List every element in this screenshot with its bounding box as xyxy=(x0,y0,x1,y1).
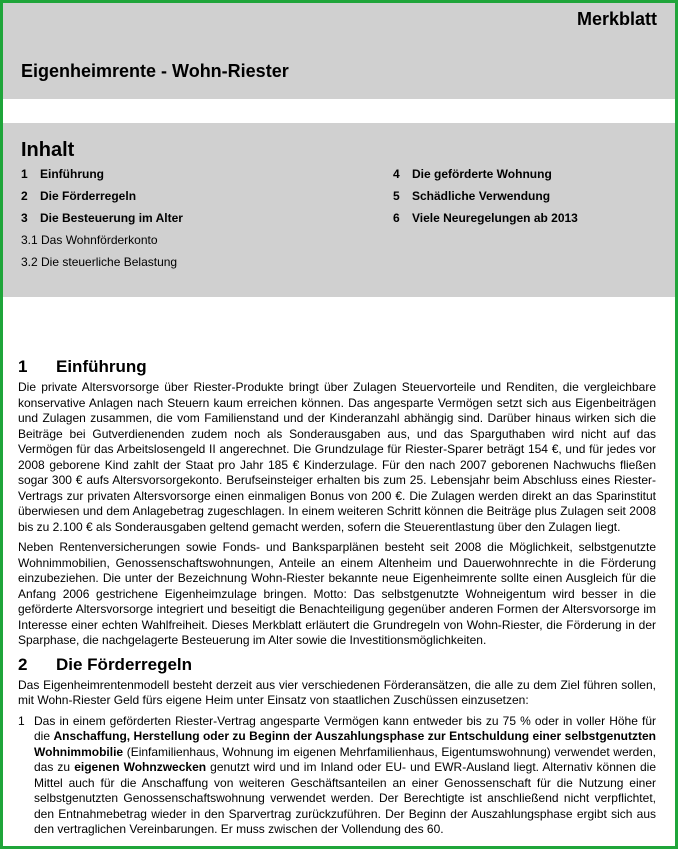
toc-label: Die geförderte Wohnung xyxy=(412,167,552,181)
list-text: genutzt wird und im Inland oder EU- und EWR-Ausland liegt. Alternativ können die Mittel auch für die Anschaffung von weiteren Geschäftsanteilen an einer Genossenschaft für die Nutzung einer selbstgenutzten Genossenschaftswohnung verwendet werden. Der Berechtigte ist anschließend nicht verpflichtet, den Entnahmebetrag wieder in den Sparvertrag zurückzuführen. Der Beginn der Auszahlungsphase ergibt sich aus den vertraglichen Vereinbarungen. Er muss zwischen der Vollendung des 60. xyxy=(34,760,656,836)
section-title: Die Förderregeln xyxy=(56,654,193,674)
section-heading-foerderregeln xyxy=(18,654,656,676)
document-type-label: Merkblatt xyxy=(576,9,657,29)
header-band xyxy=(3,3,675,99)
toc-band xyxy=(3,123,675,297)
list-text-bold: eigenen Wohnzwecken xyxy=(74,760,207,774)
toc-number: 5 xyxy=(393,189,400,203)
paragraph: Die private Altersvorsorge über Riester-Produkte bringt über Zulagen Steuervorteile und Renditen, die vergleichbare konservative Anlagen nach Steuern kaum erreichen können. Das angesparte Vermögen setzt sich aus Eigenbeiträgen und Zulagen zusammen, die vom Familienstand und der Kinderanzahl abhängig sind. Darüber hinaus wirken sich die Beiträge bei Gutverdienenden zudem noch als Sonderausgaben aus, und das Sparguthaben wird nicht auf das Vermögen für das Arbeitslosengeld II angerechnet. Die Grundzulage für Riester-Sparer beträgt 154 €, und für jedes vor 2008 geborene Kind zahlt der Staat pro Jahr 185 € Kinderzulage. Für den nach 2007 geborenen Nachwuchs fließen sogar 300 € aufs Altersvorsorgekonto. Berufseinsteiger erhalten bis zum 25. Lebensjahr beim Abschluss eines Riester-Vertrags zur privaten Altersvorsorge einen einmaligen Bonus von 200 €. Die Zulagen werden direkt an das Sparinstitut überwiesen und dem Anlagebetrag zugeschlagen. In einem weiteren Schritt können die Beiträge plus Zulagen seit 2008 bis zu 2.100 € als Sonderausgaben geltend gemacht werden, sofern die Steuerentlastung über den Zulagen liegt. xyxy=(18,380,656,534)
document-body xyxy=(18,356,656,838)
toc-link-gefoerderte-wohnung[interactable] xyxy=(393,167,552,181)
toc-label: Schädliche Verwendung xyxy=(412,189,551,203)
toc-label: Die Besteuerung im Alter xyxy=(40,211,183,225)
toc-heading: Inhalt xyxy=(21,139,75,161)
toc-link-wohnfoerderkonto[interactable]: 3.1 Das Wohnförderkonto xyxy=(21,233,158,247)
toc-number: 4 xyxy=(393,167,400,181)
list-item xyxy=(18,714,656,838)
section-title: Einführung xyxy=(56,357,147,376)
toc-number: 1 xyxy=(21,167,28,181)
document-title: Eigenheimrente - Wohn-Riester xyxy=(21,61,289,81)
toc-link-besteuerung[interactable] xyxy=(21,211,183,225)
list-text-bold: Anschaffung, Herstellung oder zu Beginn der Auszahlungsphase zur Entschuldung einer selbstgenutzten Wohnimmobilie xyxy=(34,729,656,759)
paragraph: Neben Rentenversicherungen sowie Fonds- und Banksparplänen besteht seit 2008 die Möglichkeit, selbstgenutzte Wohnimmobilien, Genossenschaftswohnungen, Anteile an einem Altenheim und Dauerwohnrechte in die Förderung einzubeziehen. Die unter der Bezeichnung Wohn-Riester bekannte neue Eigenheimrente sollte einen Ausgleich für die Anfang 2006 gestrichene Eigenheimzulage bringen. Motto: Das selbstgenutzte Wohneigentum wird besser in die geförderte Altersvorsorge integriert und beseitigt die Benachteiligung gegenüber anderen Formen der Altersvorsorge im Interesse einer echten Wahlfreiheit. Dieses Merkblatt erläutert die Grundregeln von Wohn-Riester, die Förderung in der Sparphase, die nachgelagerte Besteuerung im Alter sowie die Investitionsmöglichkeiten. xyxy=(18,540,656,647)
toc-label: Einführung xyxy=(40,167,104,181)
toc-link-einfuehrung[interactable] xyxy=(21,167,104,181)
toc-link-steuerliche-belastung[interactable]: 3.2 Die steuerliche Belastung xyxy=(21,255,178,269)
toc-number: 3 xyxy=(21,211,28,225)
toc-link-schaedliche-verwendung[interactable] xyxy=(393,189,550,203)
section-number: 1 xyxy=(18,357,28,376)
list-text: (Einfamilienhaus, Wohnung im eigenen Mehrfamilienhaus, Eigentumswohnung) verwendet werden, das zu xyxy=(34,744,656,774)
toc-number: 6 xyxy=(393,211,400,225)
toc-label: Die Förderregeln xyxy=(40,189,137,203)
toc-link-neuregelungen[interactable] xyxy=(393,211,578,225)
toc-label: Viele Neuregelungen ab 2013 xyxy=(412,211,578,225)
rules-list xyxy=(18,714,656,838)
section-heading-einfuehrung xyxy=(18,356,656,378)
list-text: Das in einem geförderten Riester-Vertrag angesparte Vermögen kann entweder bis zu 75 % oder in voller Höhe für die xyxy=(34,713,656,743)
toc-link-foerderregeln[interactable] xyxy=(21,189,136,203)
section-number: 2 xyxy=(18,654,28,674)
paragraph: Das Eigenheimrentenmodell besteht derzeit aus vier verschiedenen Förderansätzen, die alle zu dem Ziel führen sollen, mit Wohn-Riester Geld fürs eigene Heim unter Einsatz von staatlichen Zuschüssen einzusetzen: xyxy=(18,677,656,707)
toc-number: 2 xyxy=(21,189,28,203)
list-number: 1 xyxy=(18,713,25,728)
